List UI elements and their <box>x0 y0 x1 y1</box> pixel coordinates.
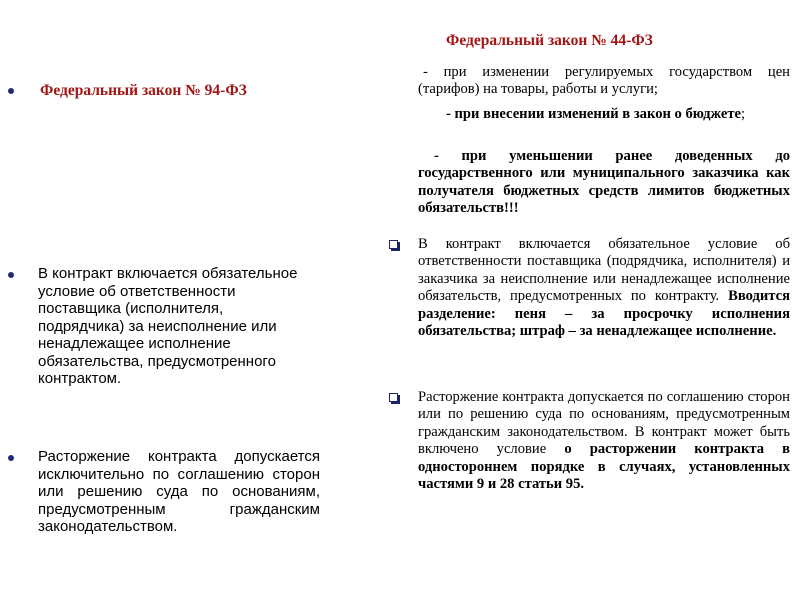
right-termination-bold: о расторжении контракта в одностороннем порядке в случаях, установленных частями 9 и 28 статьи 95. <box>418 441 791 493</box>
right-item-budget-end: ; <box>741 106 746 122</box>
right-item-limits: - при уменьшении ранее доведенных до государственного или муниципального заказчика как получателя бюджетных средств лимитов бюджетных обязательств!!! <box>418 148 790 217</box>
checkbox-bullet-icon <box>389 393 398 402</box>
checkbox-bullet-icon <box>389 240 398 249</box>
bullet-dot <box>8 455 14 461</box>
right-item-prices: - при изменении регулируемых государством цен (тарифов) на товары, работы и услуги; <box>418 64 790 98</box>
right-termination-regular: Расторжение контракта допускается по соглашению сторон или по решению суда по основаниям, предусмотренным гражданским законодательством. В контракт может быть включено условие <box>418 389 790 458</box>
right-liability-regular: В контракт включается обязательное условие об ответственности поставщика (подрядчика, исполнителя) и заказчика за неисполнение или ненадлежащее исполнение обязательств, предусмотренных по контракту. <box>418 236 790 305</box>
right-item-budget-text: - при внесении изменений в закон о бюджете <box>446 106 742 122</box>
left-title: Федеральный закон № 94-ФЗ <box>40 82 247 99</box>
left-termination-text: Расторжение контракта допускается исключительно по соглашению сторон или решению суда по основаниям, предусмотренным гражданским законодательством. <box>38 448 320 535</box>
bullet-dot <box>8 272 14 278</box>
right-title: Федеральный закон № 44-ФЗ <box>446 32 653 49</box>
right-liability <box>418 236 790 340</box>
right-item-budget <box>418 106 790 123</box>
right-termination <box>418 389 790 493</box>
left-liability-text: В контракт включается обязательное условие об ответственности поставщика (исполнителя, подрядчика) за неисполнение или ненадлежащее исполнение обязательства, предусмотренного контрактом. <box>38 265 298 387</box>
right-liability-bold: Вводится разделение: пеня – за просрочку исполнения обязательства; штраф – за ненадлежащее исполнение. <box>418 288 790 340</box>
bullet-dot <box>8 88 14 94</box>
